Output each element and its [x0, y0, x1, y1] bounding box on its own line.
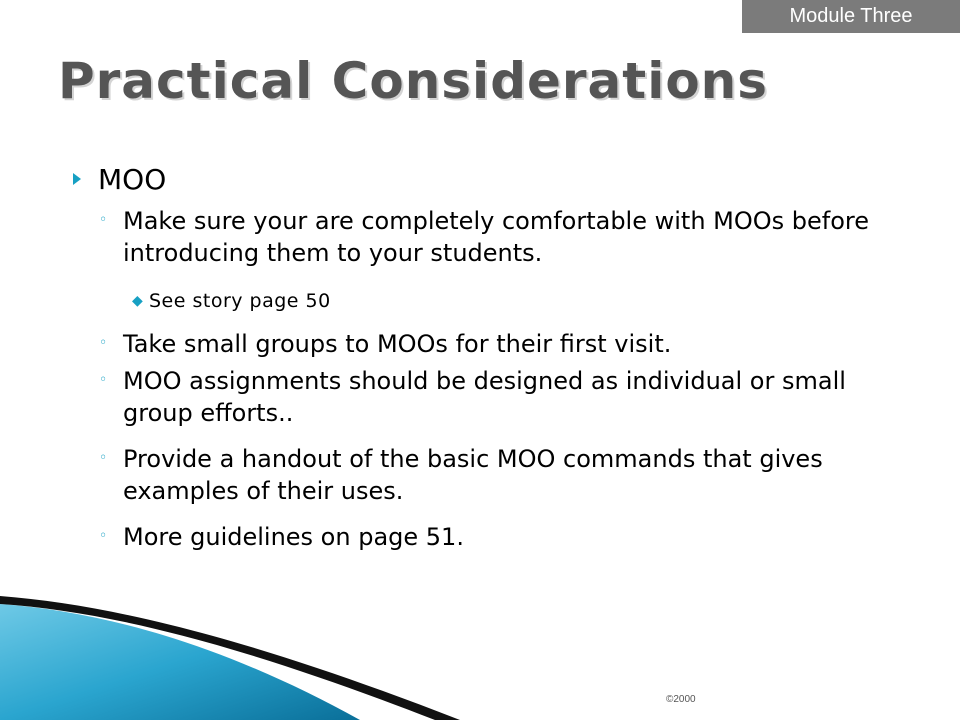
- ring-bullet-icon: ◦: [99, 450, 108, 466]
- ring-bullet-icon: ◦: [99, 212, 108, 228]
- ring-bullet-icon: ◦: [99, 372, 108, 388]
- list-item-text: MOO assignments should be designed as individual or small group efforts..: [123, 367, 846, 427]
- blue-wave-shape: [0, 604, 360, 720]
- diamond-bullet-icon: ◆: [132, 293, 143, 309]
- ring-bullet-icon: ◦: [99, 528, 108, 544]
- list-item-text: Make sure your are completely comfortable with MOOs before introducing them to your students.: [123, 207, 870, 267]
- copyright: ©2000: [666, 694, 696, 705]
- list-item-text: See story page 50: [149, 290, 331, 312]
- list-item-text: Provide a handout of the basic MOO commands that gives examples of their uses.: [123, 445, 823, 505]
- list-item-text: Take small groups to MOOs for their first visit.: [123, 330, 672, 358]
- ring-bullet-icon: ◦: [99, 335, 108, 351]
- list-item-text: More guidelines on page 51.: [123, 523, 464, 551]
- module-label: Module Three: [742, 0, 960, 33]
- slide-title: Practical Considerations: [58, 52, 769, 110]
- main-bullet: MOO: [98, 163, 167, 196]
